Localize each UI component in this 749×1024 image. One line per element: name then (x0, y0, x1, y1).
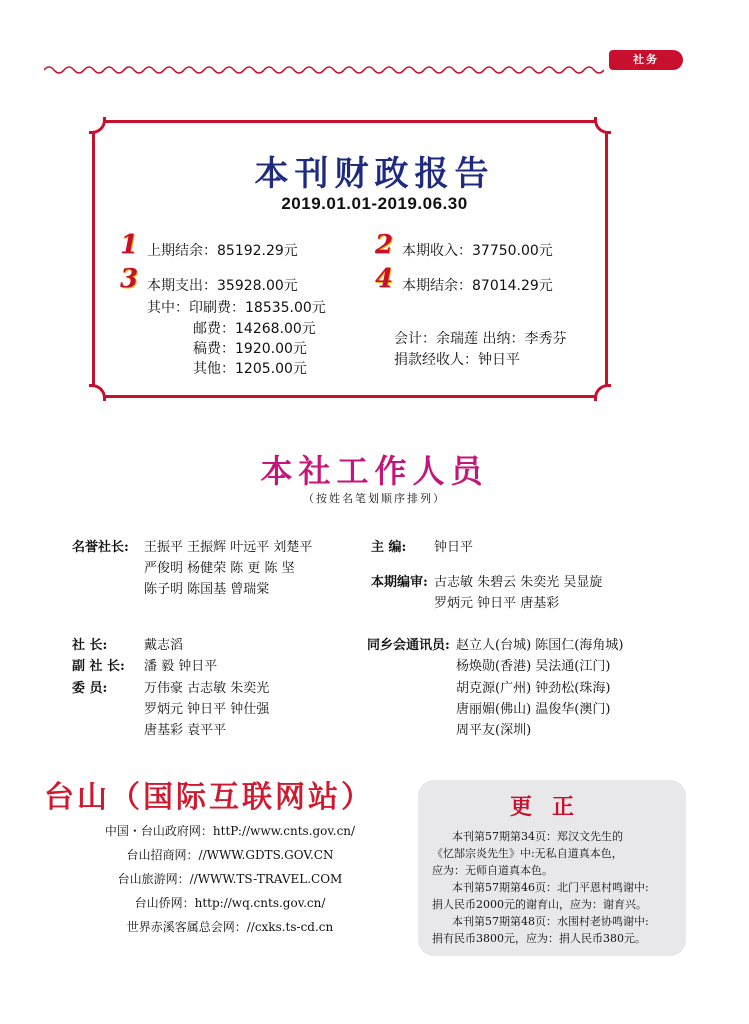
issue-editor-names: 罗炳元 钟日平 唐基彩 (434, 596, 560, 611)
correspondents-label: 同乡会通讯员: (367, 638, 450, 653)
correction-line: 捐人民币2000元的谢育山，应为：谢育兴。 (432, 898, 647, 911)
item-number: 3 (120, 264, 139, 294)
issue-editor-label: 本期编审: (371, 575, 428, 590)
member-names: 万伟豪 古志敏 朱奕光 (144, 681, 270, 696)
staff-subtitle: （按姓名笔划顺序排列） (303, 492, 446, 505)
honorary-names: 陈子明 陈国基 曾瑞棠 (144, 582, 270, 597)
expense-royalties: 稿费：1920.00元 (193, 341, 307, 357)
vice-president-names: 潘 毅 钟日平 (144, 659, 218, 674)
section-tag: 社务 (609, 50, 683, 70)
item-number: 4 (375, 264, 394, 294)
finance-prev-balance: 上期结余：85192.29元 (147, 243, 298, 259)
finance-period: 2019.01.01-2019.06.30 (281, 194, 468, 213)
correction-line: 《忆郜宗炎先生》中:无私自道真本色， (432, 847, 623, 860)
finance-title: 本刊财政报告 (254, 154, 495, 194)
president-name: 戴志滔 (144, 638, 184, 653)
correspondent-names: 胡克源(广州) 钟劲松(珠海) (456, 681, 611, 696)
honorary-names: 严俊明 杨健荣 陈 更 陈 坚 (144, 561, 295, 576)
vice-president-label: 副 社 长: (72, 659, 125, 674)
expense-printing: 其中：印刷费：18535.00元 (147, 300, 326, 316)
correspondent-names: 周平友(深圳) (456, 723, 532, 738)
expense-postage: 邮费：14268.00元 (193, 321, 316, 337)
issue-editor-names: 古志敏 朱碧云 朱奕光 吴显旋 (434, 575, 603, 590)
website-link: 台山旅游网：//WWW.TS-TRAVEL.COM (117, 872, 343, 886)
header-wave-divider (44, 64, 604, 76)
members-label: 委 员: (72, 681, 108, 696)
correction-line: 捐有民币3800元，应为：捐人民币380元。 (432, 932, 646, 945)
website-link: 台山招商网：//WWW.GDTS.GOV.CN (126, 848, 334, 862)
member-names: 罗炳元 钟日平 钟仕强 (144, 702, 270, 717)
member-names: 唐基彩 袁平平 (144, 723, 227, 738)
editor-label: 主 编: (371, 540, 407, 555)
website-link: 中国・台山政府网：httP://www.cnts.gov.cn/ (104, 824, 356, 838)
finance-manager: 捐款经收人：钟日平 (394, 352, 520, 368)
item-number: 1 (120, 230, 139, 260)
item-number: 2 (375, 230, 394, 260)
correspondent-names: 杨焕勋(香港) 吴法通(江门) (456, 659, 611, 674)
finance-income: 本期收入：37750.00元 (402, 243, 553, 259)
expense-other: 其他：1205.00元 (193, 361, 307, 377)
finance-balance: 本期结余：87014.29元 (402, 278, 553, 294)
staff-title: 本社工作人员 (260, 452, 489, 490)
correspondent-names: 赵立人(台城) 陈国仁(海角城) (456, 638, 624, 653)
website-title: 台山（国际互联网站） (44, 780, 374, 815)
correspondent-names: 唐丽媚(佛山) 温俊华(澳门) (456, 702, 611, 717)
correction-line: 应为：无师自道真本色。 (432, 864, 553, 877)
honorary-label: 名誉社长: (72, 540, 129, 555)
correction-line: 本刊第57期第46页：北门平恩村鸣谢中: (452, 881, 649, 894)
correction-title: 更正 (509, 794, 594, 820)
editor-name: 钟日平 (434, 540, 474, 555)
president-label: 社 长: (72, 638, 108, 653)
finance-expense: 本期支出：35928.00元 (147, 278, 298, 294)
finance-accountant: 会计：余瑞莲 出纳：李秀芬 (394, 331, 567, 347)
honorary-names: 王振平 王振辉 叶远平 刘楚平 (144, 540, 313, 555)
website-link: 台山侨网：http://wq.cnts.gov.cn/ (134, 896, 326, 910)
correction-line: 本刊第57期第34页：郑汉文先生的 (452, 830, 623, 843)
correction-line: 本刊第57期第48页：水围村老协鸣谢中: (452, 915, 649, 928)
website-link: 世界赤溪客属总会网：//cxks.ts-cd.cn (126, 920, 334, 934)
